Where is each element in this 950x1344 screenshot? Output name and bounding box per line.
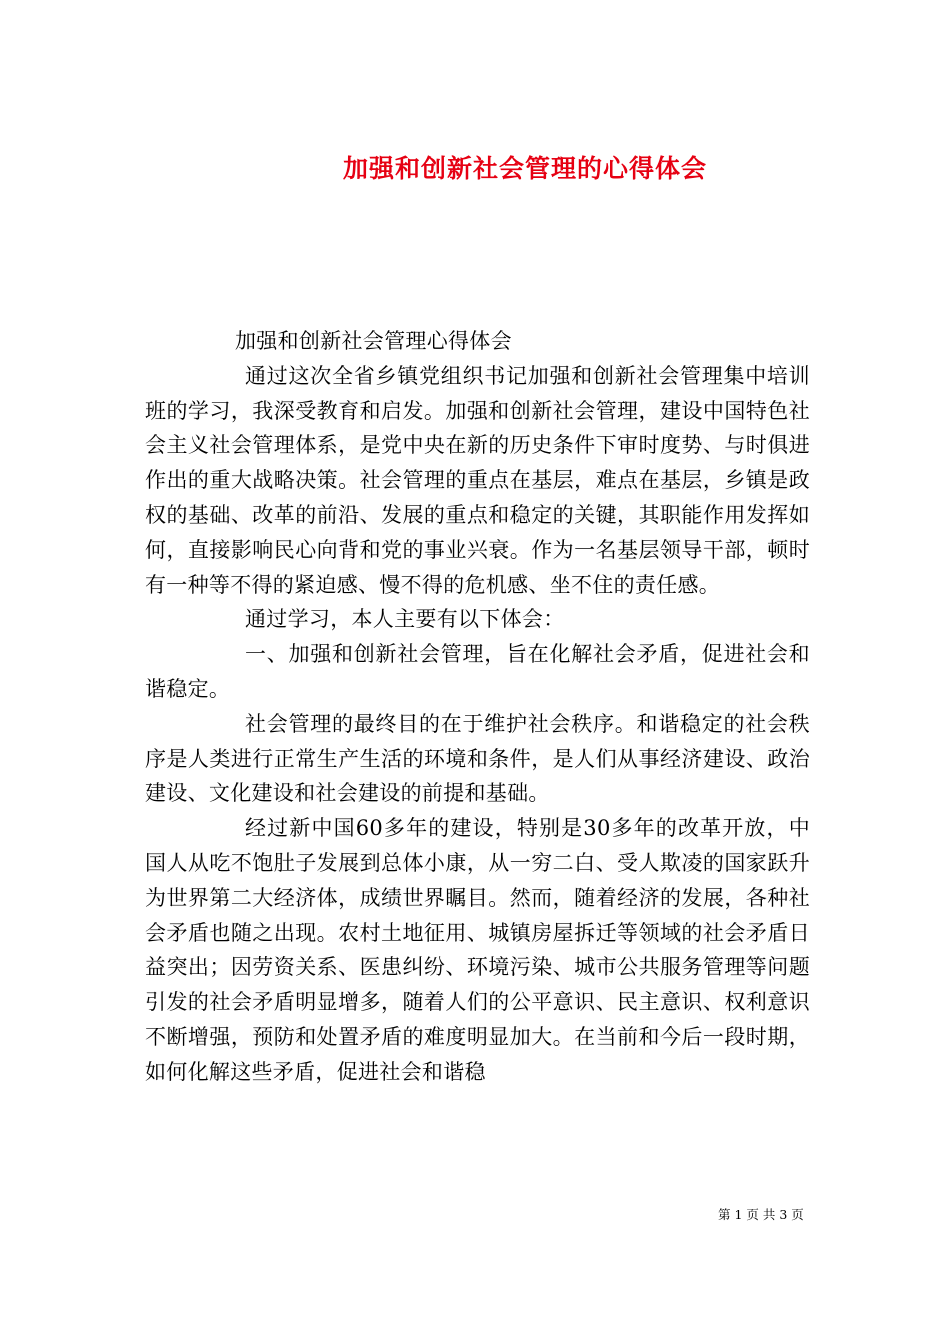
page-number: 第 1 页 共 3 页 <box>718 1207 804 1222</box>
paragraph: 通过这次全省乡镇党组织书记加强和创新社会管理集中培训班的学习，我深受教育和启发。加强和创新社会管理，建设中国特色社会主义社会管理体系，是党中央在新的历史条件下审时度势、与时俱进作出的重大战略决策。社会管理的重点在基层，难点在基层，乡镇是政权的基础、改革的前沿、发展的重点和稳定的关键，其职能作用发挥如何，直接影响民心向背和党的事业兴衰。作为一名基层领导干部，顿时有一种等不得的紧迫感、慢不得的危机感、坐不住的责任感。 <box>145 363 810 597</box>
paragraph: 一、加强和创新社会管理，旨在化解社会矛盾，促进社会和谐稳定。 <box>145 642 810 701</box>
paragraph: 通过学习，本人主要有以下体会： <box>245 607 565 632</box>
page-title: 加强和创新社会管理的心得体会 <box>342 153 707 183</box>
document-heading: 加强和创新社会管理心得体会 <box>235 329 512 353</box>
document-body <box>145 324 810 1090</box>
paragraph: 经过新中国60多年的建设，特别是30多年的改革开放，中国人从吃不饱肚子发展到总体小康，从一穷二白、受人欺凌的国家跃升为世界第二大经济体，成绩世界瞩目。然而，随着经济的发展，各种社会矛盾也随之出现。农村土地征用、城镇房屋拆迁等领域的社会矛盾日益突出；因劳资关系、医患纠纷、环境污染、城市公共服务管理等问题引发的社会矛盾明显增多，随着人们的公平意识、民主意识、权利意识不断增强，预防和处置矛盾的难度明显加大。在当前和今后一段时期，如何化解这些矛盾，促进社会和谐稳 <box>145 816 810 1084</box>
paragraph: 社会管理的最终目的在于维护社会秩序。和谐稳定的社会秩序是人类进行正常生产生活的环境和条件，是人们从事经济建设、政治建设、文化建设和社会建设的前提和基础。 <box>145 711 810 806</box>
